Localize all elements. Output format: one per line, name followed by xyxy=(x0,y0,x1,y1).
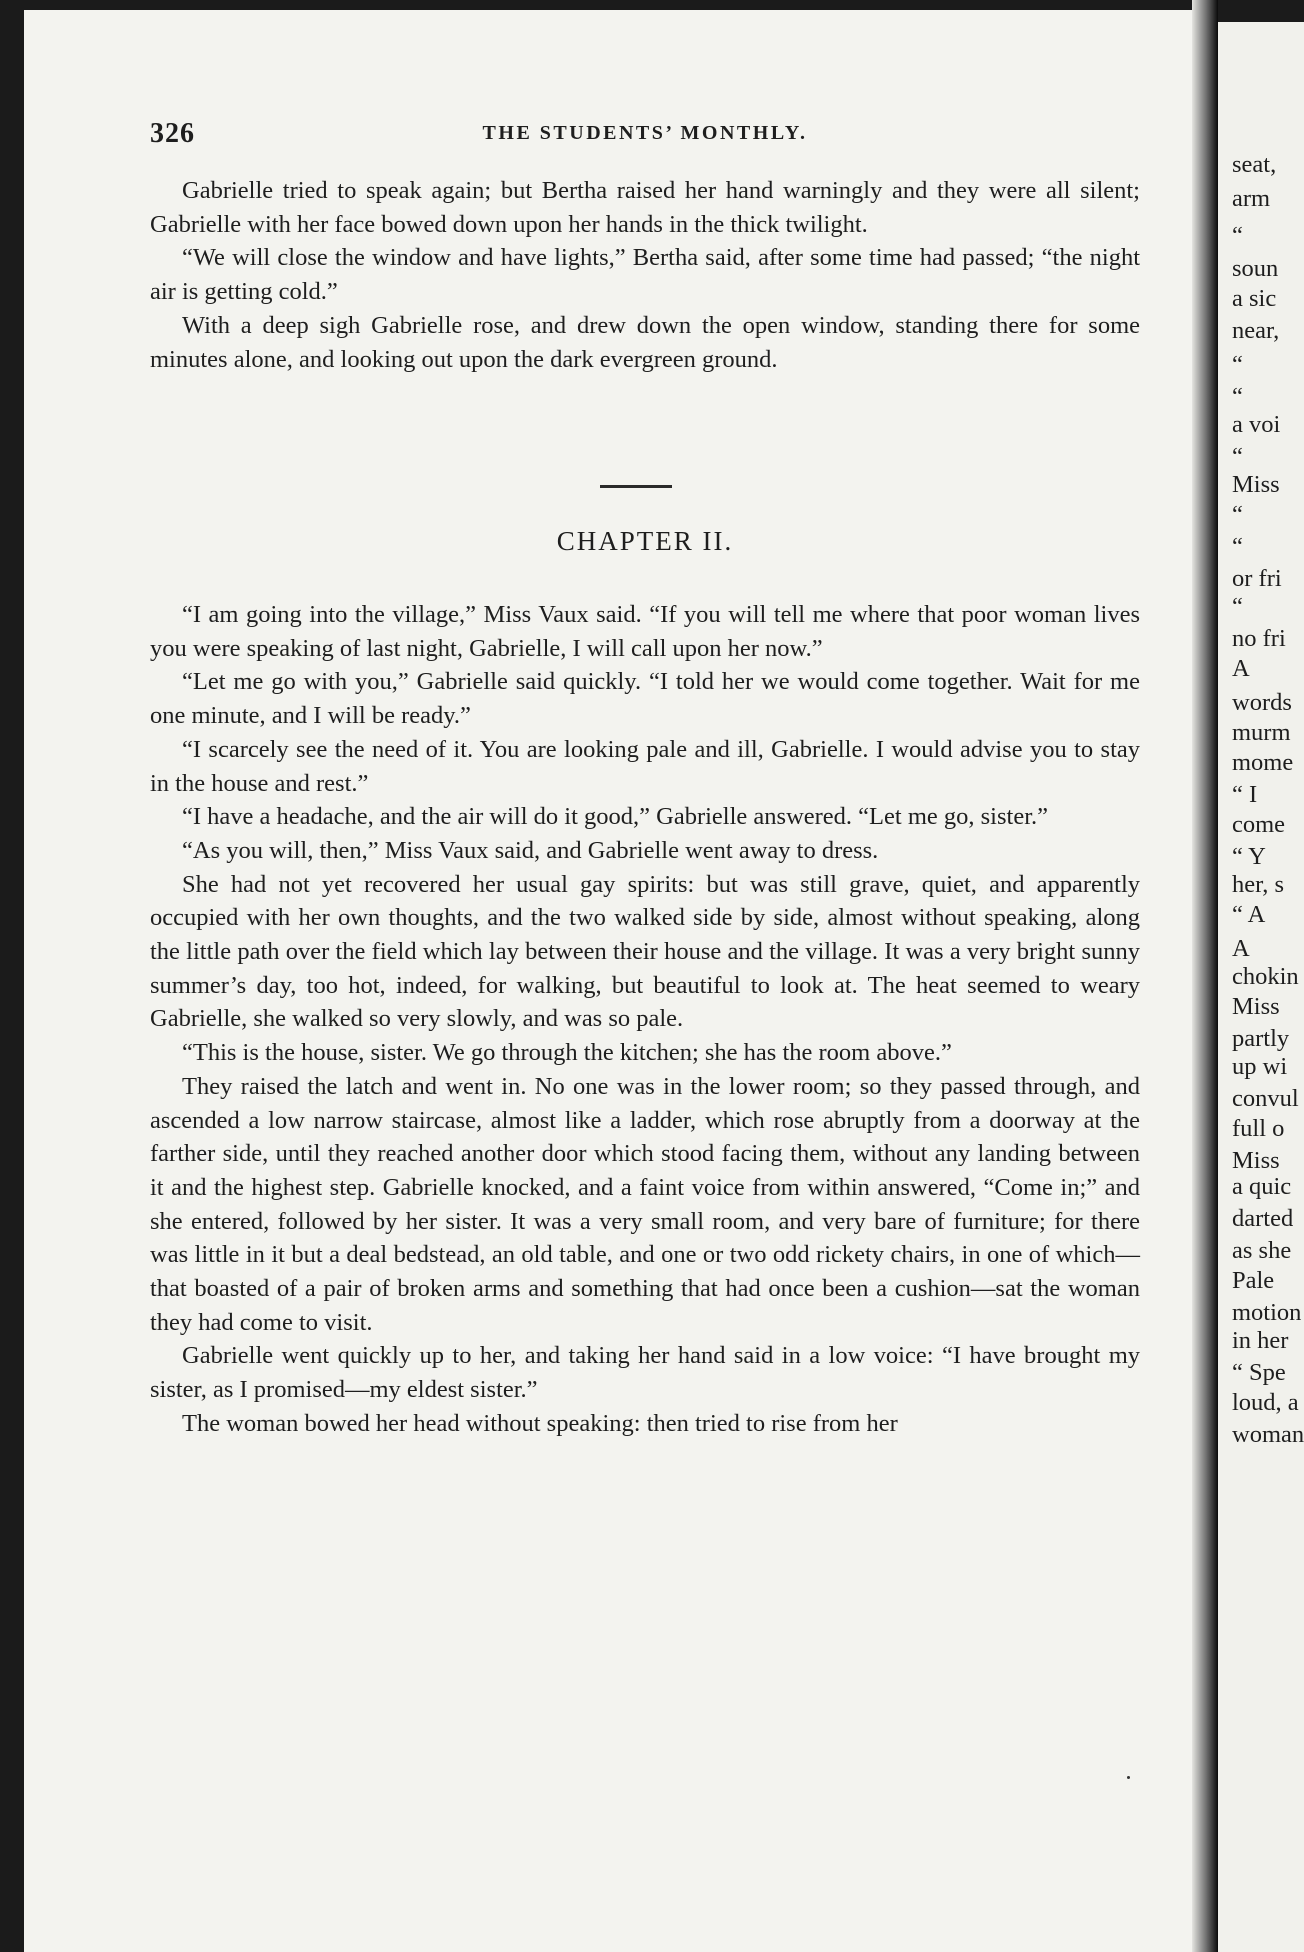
facing-page-line: soun xyxy=(1232,255,1279,282)
facing-page-line: woman xyxy=(1232,1421,1304,1448)
facing-page-line: mome xyxy=(1232,749,1294,776)
facing-page-line: “ I xyxy=(1232,781,1258,808)
paragraph: “This is the house, sister. We go through the kitchen; she has the room above.” xyxy=(182,1039,952,1067)
paragraph: “I scarcely see the need of it. You are looking pale and ill, Gabrielle. I would advise you to stay in the house and rest.” xyxy=(150,735,1140,797)
facing-page-line: A xyxy=(1232,935,1250,962)
facing-page-line: seat, xyxy=(1232,151,1277,178)
facing-page-line: “ xyxy=(1232,501,1243,528)
section-divider xyxy=(600,485,672,488)
facing-page xyxy=(1218,22,1304,1952)
paragraph: “We will close the window and have lights,” Bertha said, after some time had passed; “the night air is getting cold.” xyxy=(150,244,1140,306)
paragraph: Gabrielle tried to speak again; but Bertha raised her hand warningly and they were all silent; Gabrielle with her face bowed down upon her hands in the thick twilight. xyxy=(150,177,1140,238)
journal-title: THE STUDENTS’ MONTHLY. xyxy=(482,122,808,144)
facing-page-line: up wi xyxy=(1232,1053,1288,1080)
facing-page-line: partly xyxy=(1232,1025,1290,1052)
paragraph: The woman bowed her head without speaking: then tried to rise from her xyxy=(182,1409,898,1437)
facing-page-line: near, xyxy=(1232,317,1280,344)
facing-page-line: Miss xyxy=(1232,993,1280,1020)
facing-page-line: Miss xyxy=(1232,1147,1280,1174)
facing-page-line: “ Spe xyxy=(1232,1359,1286,1386)
paragraph: They raised the latch and went in. No one was in the lower room; so they passed through, and ascended a low narrow staircase, almost like a ladder, which rose abruptly from a doorway at the farther side, until they reached another door which stood facing them, without any landing between it and the highest step. Gabrielle knocked, and a faint voice from within answered, “Come in;” and she entered, followed by her sister. It was a very small room, and very bare of furniture; for there was little in it but a deal bedstead, an old table, and one or two odd rickety chairs, in one of which—that boasted of a pair of broken arms and something that had once been a cushion—sat the woman they had come to visit. xyxy=(150,1072,1140,1336)
facing-page-line: “ xyxy=(1232,443,1243,470)
facing-page-line: loud, a xyxy=(1232,1389,1299,1416)
facing-page-line: “ xyxy=(1232,222,1243,249)
chapter-two-body xyxy=(150,598,1140,1441)
paragraph: “As you will, then,” Miss Vaux said, and Gabrielle went away to dress. xyxy=(182,836,879,864)
facing-page-line: a quic xyxy=(1232,1173,1292,1200)
facing-page-line: a sic xyxy=(1232,285,1277,312)
running-head xyxy=(150,118,1140,148)
paragraph: “Let me go with you,” Gabrielle said quickly. “I told her we would come together. Wait for me one minute, and I will be ready.” xyxy=(150,668,1140,730)
facing-page-line: a voi xyxy=(1232,411,1281,438)
facing-page-line: “ xyxy=(1232,593,1243,620)
facing-page-line: “ Y xyxy=(1232,843,1266,870)
facing-page-line: come xyxy=(1232,811,1286,838)
facing-page-line: convul xyxy=(1232,1085,1299,1112)
facing-page-line: “ xyxy=(1232,351,1243,378)
facing-page-line: “ A xyxy=(1232,901,1266,928)
book-gutter xyxy=(1192,0,1218,1952)
chapter-heading: CHAPTER II. xyxy=(556,526,734,556)
facing-page-line: motion xyxy=(1232,1299,1302,1326)
facing-page-line: or fri xyxy=(1232,565,1282,592)
paragraph: “I have a headache, and the air will do it good,” Gabrielle answered. “Let me go, sister.” xyxy=(182,803,1048,831)
facing-page-line: arm xyxy=(1232,185,1271,212)
facing-page-line: Pale xyxy=(1232,1267,1275,1294)
facing-page-line: no fri xyxy=(1232,625,1286,652)
facing-page-line: Miss xyxy=(1232,471,1280,498)
chapter-one-ending xyxy=(150,174,1140,376)
page-number: 326 xyxy=(150,118,195,149)
paragraph: She had not yet recovered her usual gay spirits: but was still grave, quiet, and apparently occupied with her own thoughts, and the two walked side by side, almost without speaking, along the little path over the field which lay between their house and the village. It was a very bright sunny summer’s day, too hot, indeed, for walking, but beautiful to look at. The heat seemed to weary Gabrielle, she walked so very slowly, and was so pale. xyxy=(150,870,1140,1033)
facing-page-line: full o xyxy=(1232,1115,1285,1142)
facing-page-line: as she xyxy=(1232,1237,1292,1264)
facing-page-line: “ xyxy=(1232,383,1243,410)
paragraph: With a deep sigh Gabrielle rose, and drew down the open window, standing there for some minutes alone, and looking out upon the dark evergreen ground. xyxy=(150,311,1140,373)
facing-page-line: darted xyxy=(1232,1205,1294,1232)
print-speck xyxy=(1127,1776,1130,1779)
facing-page-line: murm xyxy=(1232,719,1291,746)
facing-page-line: in her xyxy=(1232,1327,1289,1354)
facing-page-line: words xyxy=(1232,689,1292,716)
facing-page-line: A xyxy=(1232,655,1250,682)
facing-page-line: “ xyxy=(1232,533,1243,560)
paragraph: “I am going into the village,” Miss Vaux said. “If you will tell me where that poor woman lives you were speaking of last night, Gabrielle, I will call upon her now.” xyxy=(150,601,1140,662)
paragraph: Gabrielle went quickly up to her, and taking her hand said in a low voice: “I have brought my sister, as I promised—my eldest sister.” xyxy=(150,1342,1140,1404)
facing-page-line: her, s xyxy=(1232,871,1285,898)
facing-page-line: chokin xyxy=(1232,963,1299,990)
